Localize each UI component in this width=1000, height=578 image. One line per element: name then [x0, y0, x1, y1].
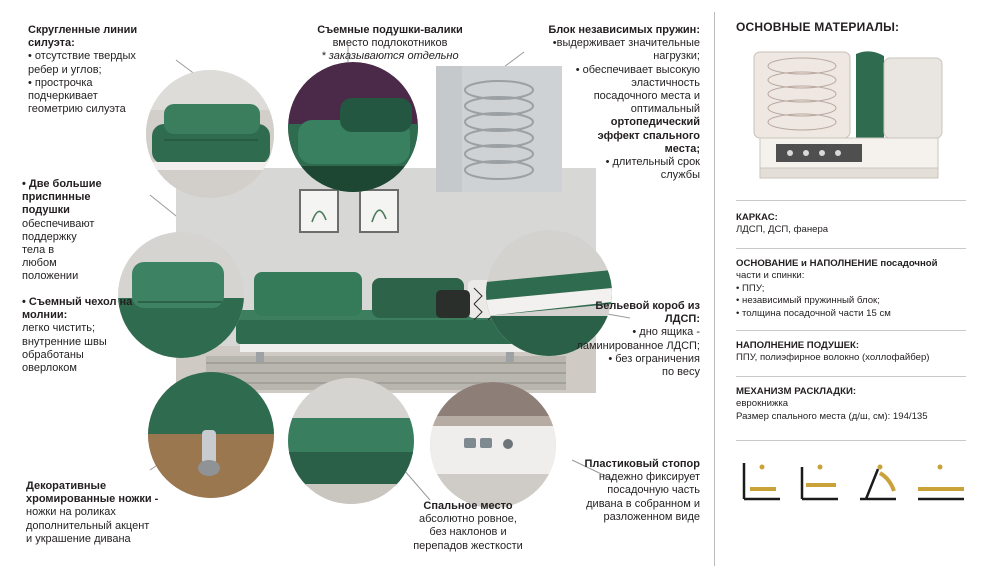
callout-line: ортопедический [610, 116, 700, 129]
callout-line: нагрузки; [653, 50, 700, 63]
cutaway-illustration [736, 44, 968, 184]
photo-plastic-stopper [430, 382, 556, 508]
spec-line: еврокнижка [736, 398, 789, 410]
callout-title: Блок независимых пружин: [548, 24, 700, 36]
callout-title: Скругленные линии силуэта: [28, 24, 138, 50]
callout-line: по весу [662, 366, 700, 379]
callout-line: • дно ящика - [632, 326, 700, 339]
callout-line: разложенном виде [603, 510, 700, 523]
callout-linen-box [568, 300, 700, 379]
callout-removable-cover [22, 296, 134, 375]
spec-mechanism [736, 386, 968, 423]
callout-line: места; [664, 142, 700, 155]
callout-removable-bolsters [300, 24, 480, 64]
callout-line: • длительный срок [605, 156, 700, 169]
callout-line: * заказываются отдельно [321, 50, 459, 63]
spec-heading: КАРКАС: [736, 212, 778, 223]
callout-line: тела в [22, 244, 55, 257]
callout-line: перепадов жесткости [413, 539, 523, 552]
callout-line: • обеспечивает высокую [575, 63, 700, 76]
photo-sleeping-place [288, 378, 414, 504]
spec-heading: МЕХАНИЗМ РАСКЛАДКИ: [736, 386, 857, 397]
spec-line: части и спинки: [736, 270, 805, 282]
spec-frame [736, 212, 966, 237]
callout-line: посадочную часть [607, 484, 700, 497]
callout-line: •выдерживает значительные [552, 37, 700, 50]
callout-line: ламинированное ЛДСП; [576, 339, 700, 352]
callout-sleeping-place [398, 500, 538, 553]
spec-line: • независимый пружинный блок; [736, 295, 880, 307]
spec-line: ППУ, полиэфирное волокно (холлофайбер) [736, 352, 930, 364]
spec-line: • ППУ; [736, 282, 765, 294]
callout-title: Съемные подушки-валики [317, 24, 463, 36]
callout-title: Пластиковый стопор [584, 458, 700, 470]
callout-line: • отсутствие твердых [28, 50, 136, 63]
photo-rounded-silhouette [146, 70, 274, 198]
callout-line: обработаны [22, 348, 84, 361]
callout-line: и украшение дивана [26, 532, 131, 545]
callout-rounded-lines [28, 24, 160, 116]
callout-line: легко чистить; [22, 322, 96, 335]
callout-line: дополнительный акцент [26, 519, 150, 532]
spec-pillow-filling [736, 340, 968, 365]
spec-rule [736, 330, 966, 331]
callout-line: ножки на роликах [26, 506, 116, 519]
callout-line: оптимальный [630, 103, 700, 116]
spec-line: • толщина посадочной части 15 см [736, 307, 891, 319]
callout-title: • Две большие приспинные подушки [22, 178, 102, 217]
spec-rule [736, 440, 966, 441]
callout-line: оверлоком [22, 362, 77, 375]
photo-removable-bolsters [288, 62, 418, 192]
callout-line: дивана в собранном и [586, 497, 700, 510]
callout-title: Спальное место [423, 500, 513, 512]
callout-chrome-legs [26, 480, 174, 546]
callout-line: геометрию силуэта [28, 103, 126, 116]
callout-line: вместо подлокотников [332, 37, 448, 50]
callout-title: Бельевой короб из ЛДСП: [595, 300, 700, 326]
callout-independent-springs [530, 24, 700, 182]
spec-base-filling [736, 258, 968, 320]
callout-line: любом [22, 257, 57, 270]
callout-line: эластичность [631, 76, 700, 89]
spec-heading: ОСНОВАНИЕ и НАПОЛНЕНИЕ посадочной [736, 258, 938, 269]
callout-line: без наклонов и [429, 526, 507, 539]
callout-title: • Съемный чехол на молнии: [22, 296, 133, 322]
callout-line: обеспечивают [22, 217, 95, 230]
callout-line: • прострочка [28, 76, 93, 89]
callout-title: Декоративные хромированные ножки - [26, 480, 159, 506]
callout-two-big-pillows [22, 178, 132, 284]
callout-plastic-stopper [566, 458, 700, 524]
callout-line: абсолютно ровное, [419, 513, 517, 526]
callout-line: службы [660, 169, 700, 182]
callout-line: поддержку [22, 230, 77, 243]
callout-line: • без ограничения [608, 352, 700, 365]
spec-line: Размер спального места (д/ш, см): 194/135 [736, 410, 928, 422]
callout-line: подчеркивает [28, 90, 98, 103]
spec-rule [736, 248, 966, 249]
spec-line: ЛДСП, ДСП, фанера [736, 224, 829, 236]
callout-line: эффект спального [597, 129, 700, 142]
callout-line: ребер и углов; [28, 63, 102, 76]
spec-rule [736, 376, 966, 377]
photo-two-back-pillows [118, 232, 244, 358]
callout-line: надежно фиксирует [598, 471, 700, 484]
spec-rule [736, 200, 966, 201]
callout-line: внутренние швы [22, 335, 107, 348]
callout-line: положении [22, 270, 79, 283]
materials-title: ОСНОВНЫЕ МАТЕРИАЛЫ: [736, 20, 900, 34]
spec-heading: НАПОЛНЕНИЕ ПОДУШЕК: [736, 340, 860, 351]
callout-line: посадочного места и [593, 90, 700, 103]
mechanism-pictograms [740, 455, 968, 515]
